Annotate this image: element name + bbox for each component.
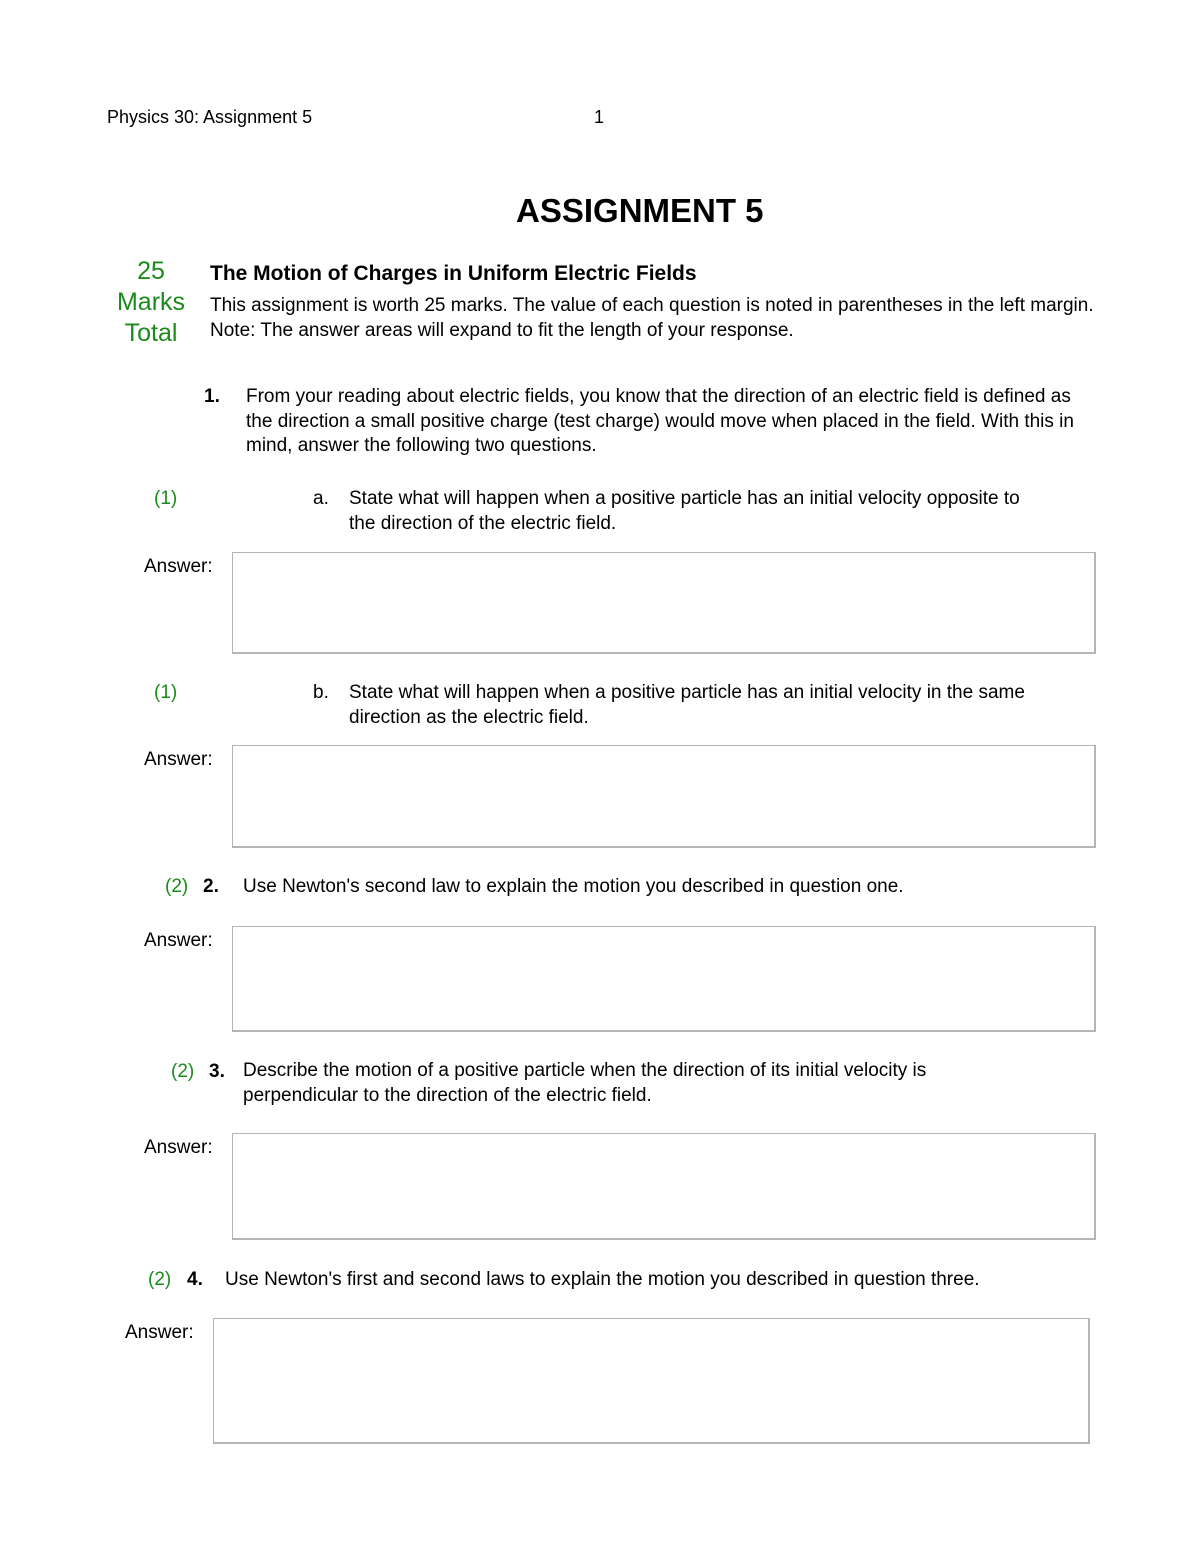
question-1b-letter: b. (313, 682, 329, 703)
question-2-number: 2. (203, 876, 219, 897)
question-4-text: Use Newton's first and second laws to explain the motion you described in question three. (225, 1269, 980, 1290)
answer-label-2: Answer: (144, 930, 213, 951)
answer-box-1b[interactable] (232, 745, 1096, 848)
marks-total (108, 256, 194, 349)
question-3-mark: (2) (171, 1061, 195, 1082)
question-3-text: Describe the motion of a positive particle when the direction of its initial velocity is perpendicular to the direction of the electric field. (243, 1060, 927, 1106)
answer-label-1b: Answer: (144, 749, 213, 770)
section-heading: The Motion of Charges in Uniform Electric Fields (210, 262, 697, 285)
page-title: ASSIGNMENT 5 (516, 192, 764, 229)
running-header: Physics 30: Assignment 5 (107, 107, 313, 127)
question-1b-text: State what will happen when a positive particle has an initial velocity in the same direction as the electric field. (349, 682, 1025, 728)
question-2-mark: (2) (165, 876, 189, 897)
intro-paragraph: This assignment is worth 25 marks. The value of each question is noted in parentheses in the left margin. Note: The answer areas will expand to fit the length of your response. (210, 295, 1094, 341)
answer-box-2[interactable] (232, 926, 1096, 1032)
question-3-number: 3. (209, 1061, 225, 1082)
answer-label-4: Answer: (125, 1322, 194, 1343)
question-4-number: 4. (187, 1269, 203, 1290)
answer-label-1a: Answer: (144, 556, 213, 577)
answer-box-1a[interactable] (232, 552, 1096, 654)
answer-box-4[interactable] (213, 1318, 1090, 1444)
marks-total-number: 25 (137, 257, 165, 285)
question-1a-mark: (1) (154, 488, 178, 509)
answer-box-3[interactable] (232, 1133, 1096, 1240)
question-1-text: From your reading about electric fields, you know that the direction of an electric field is defined as the direction a small positive charge (test charge) would move when placed in the field. With this in mind, answer the following two questions. (246, 386, 1074, 456)
question-1a-text: State what will happen when a positive particle has an initial velocity opposite to the direction of the electric field. (349, 488, 1020, 534)
question-1b-mark: (1) (154, 682, 178, 703)
marks-total-line2: Marks (116, 288, 186, 316)
question-4-mark: (2) (148, 1269, 172, 1290)
question-2-text: Use Newton's second law to explain the motion you described in question one. (243, 876, 904, 897)
marks-total-line3: Total (124, 319, 178, 347)
answer-label-3: Answer: (144, 1137, 213, 1158)
question-1a-letter: a. (313, 488, 329, 509)
page-number: 1 (594, 107, 605, 127)
question-1-number: 1. (204, 386, 220, 407)
